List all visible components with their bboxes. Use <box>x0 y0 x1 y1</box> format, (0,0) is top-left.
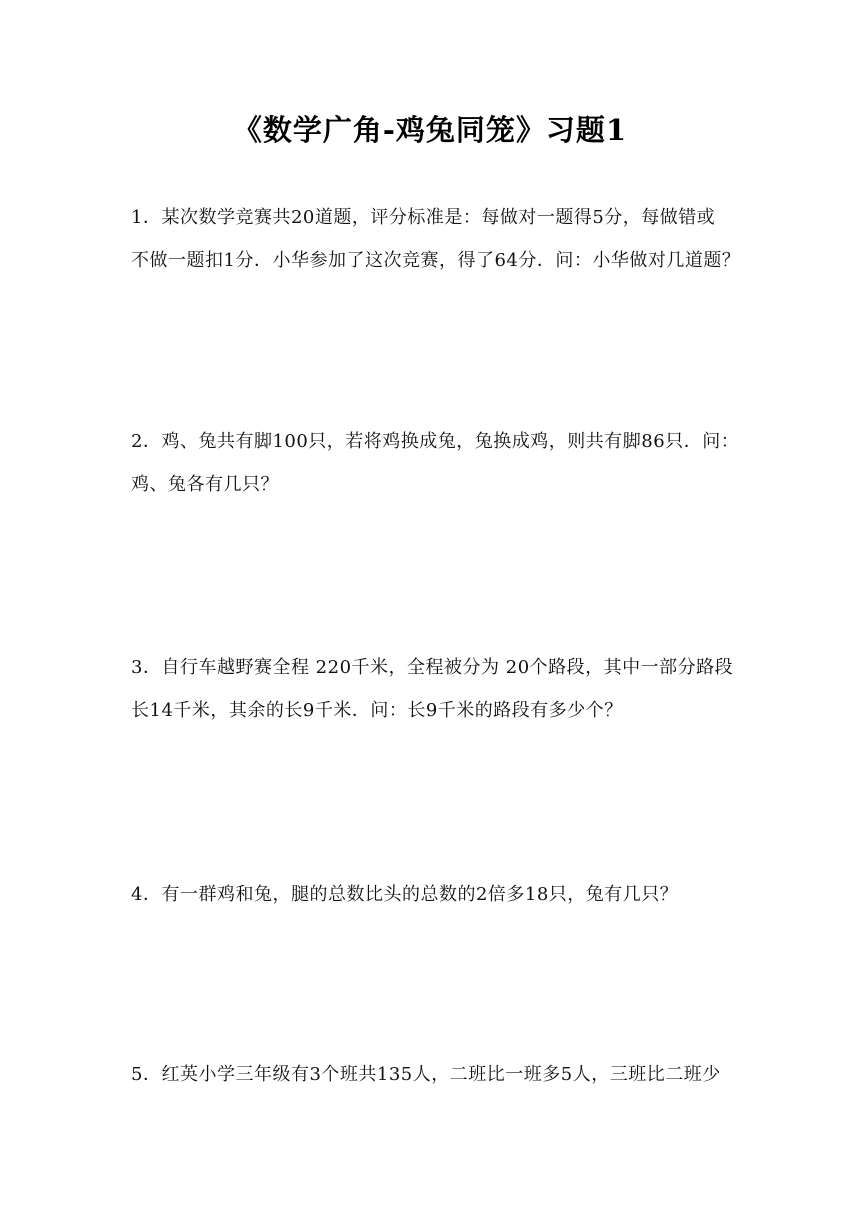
question-1-line-1: 1．某次数学竞赛共20道题，评分标准是：每做对一题得5分，每做错或 <box>131 207 716 228</box>
question-5 <box>131 1053 791 1096</box>
question-2-line-1: 2．鸡、兔共有脚100只，若将鸡换成兔，兔换成鸡，则共有脚86只．问： <box>131 431 740 452</box>
question-1-line-2: 不做一题扣1分．小华参加了这次竞赛，得了64分．问：小华做对几道题？ <box>131 250 741 271</box>
question-4 <box>131 873 791 916</box>
question-5-line-1: 5．红英小学三年级有3个班共135人，二班比一班多5人，三班比二班少 <box>131 1064 721 1085</box>
question-2 <box>131 420 791 506</box>
page-title: 《数学广角-鸡兔同笼》习题1 <box>232 113 628 147</box>
question-3-line-1: 3．自行车越野赛全程 220千米，全程被分为 20个路段，其中一部分路段 <box>131 657 734 678</box>
question-3 <box>131 646 791 732</box>
question-3-line-2: 长14千米，其余的长9千米．问：长9千米的路段有多少个？ <box>131 700 623 721</box>
question-1 <box>131 196 791 282</box>
question-4-line-1: 4．有一群鸡和兔，腿的总数比头的总数的2倍多18只，兔有几只？ <box>131 884 679 905</box>
question-2-line-2: 鸡、兔各有几只？ <box>131 474 279 495</box>
